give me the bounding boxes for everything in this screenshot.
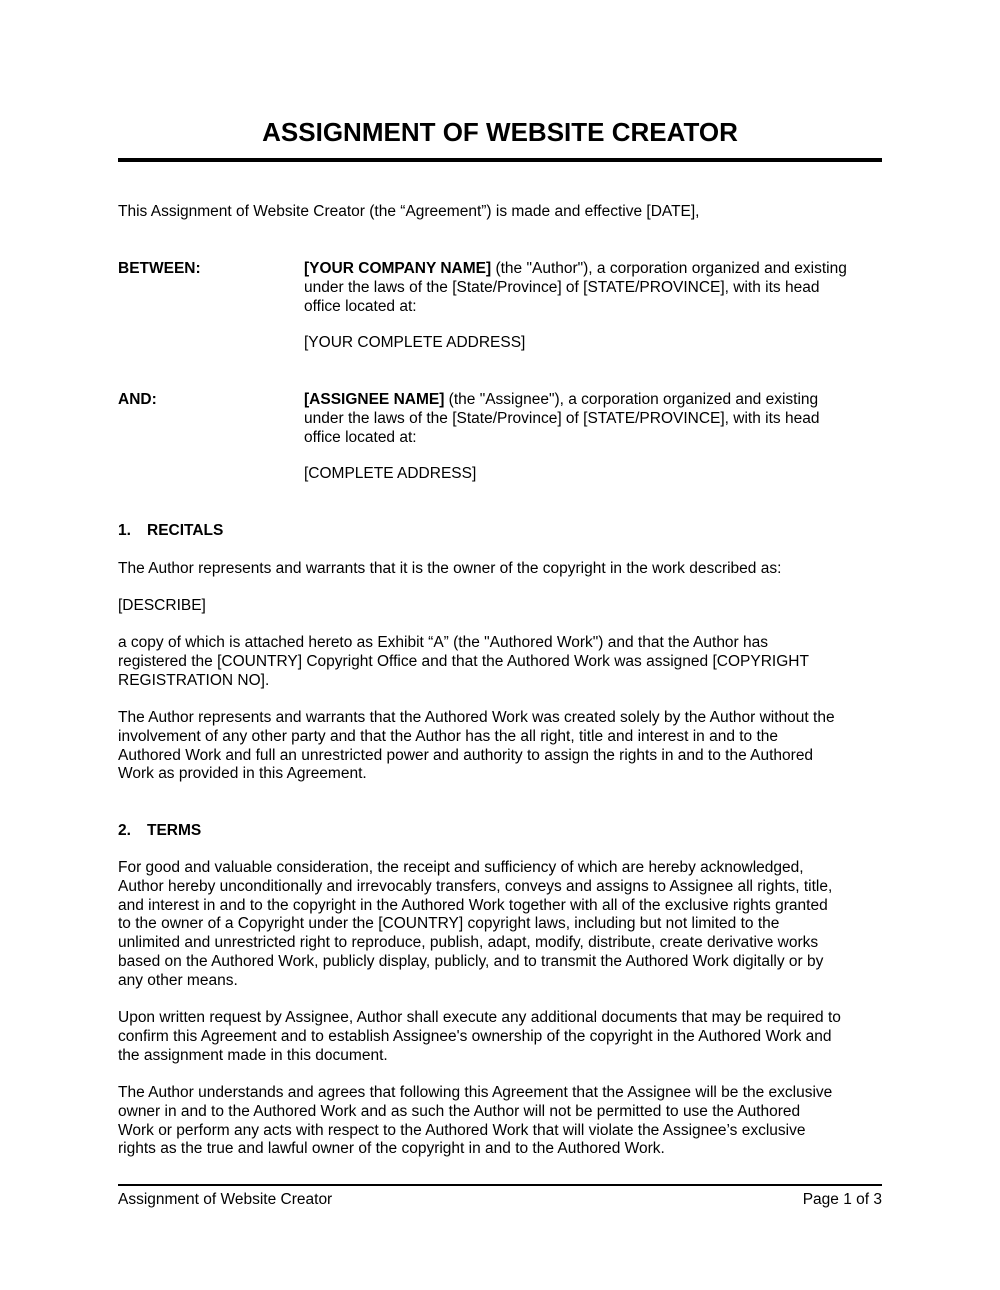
recitals-paragraph: a copy of which is attached hereto as Exhibit “A” (the "Authored Work") and that the Author has registered the [COUNTRY] Copyright Office and that the Authored Work was assigned [COPYRIGHT REGISTRATION NO]. xyxy=(118,634,809,689)
party-text-line: under the laws of the [State/Province] of [STATE/PROVINCE], with its head xyxy=(304,278,820,296)
party-text-line: office located at: xyxy=(304,428,417,446)
party-label-and: AND: xyxy=(118,391,157,408)
footer-divider xyxy=(118,1184,882,1186)
terms-paragraph: The Author understands and agrees that following this Agreement that the Assignee will be the exclusive owner in and to the Authored Work and as such the Author will not be permitted to use the Authored Work or perform any acts with respect to the Authored Work that will violate the Assignee’s exclusive rights as the true and lawful owner of the copyright in and to the Authored Work. xyxy=(118,1084,833,1158)
section-heading-terms: 2. TERMS xyxy=(118,822,202,839)
title-divider xyxy=(118,158,882,162)
document-title: ASSIGNMENT OF WEBSITE CREATOR xyxy=(262,117,738,147)
author-name: [YOUR COMPANY NAME] xyxy=(304,260,492,277)
author-address: [YOUR COMPLETE ADDRESS] xyxy=(304,334,526,352)
party-text-line: under the laws of the [State/Province] of [STATE/PROVINCE], with its head xyxy=(304,409,820,427)
recitals-paragraph: The Author represents and warrants that it is the owner of the copyright in the work described as: xyxy=(118,560,782,577)
assignee-address: [COMPLETE ADDRESS] xyxy=(304,465,477,483)
party-label-between: BETWEEN: xyxy=(118,260,201,277)
section-heading-recitals: 1. RECITALS xyxy=(118,522,224,539)
party-text-line: (the "Author"), a corporation organized and existing xyxy=(491,260,847,277)
party-assignee xyxy=(304,391,884,484)
intro-paragraph: This Assignment of Website Creator (the “Agreement”) is made and effective [DATE], xyxy=(118,203,700,220)
terms-paragraph: For good and valuable consideration, the receipt and sufficiency of which are hereby acknowledged, Author hereby unconditionally and irrevocably transfers, conveys and assigns to Assignee all rights, title, and interest in and to the copyright in the Authored Work together with all of the exclusive rights granted to the owner of a Copyright under the [COUNTRY] copyright laws, including but not limited to the unlimited and unrestricted right to reproduce, publish, adapt, modify, distribute, create derivative works based on the Authored Work, publicly display, publicly, and to transmit the Authored Work digitally or by any other means. xyxy=(118,859,833,989)
footer-page-number: Page 1 of 3 xyxy=(802,1191,882,1208)
recitals-paragraph: [DESCRIBE] xyxy=(118,597,206,614)
footer-document-name: Assignment of Website Creator xyxy=(118,1191,333,1208)
party-text-line: office located at: xyxy=(304,297,417,315)
assignee-name: [ASSIGNEE NAME] xyxy=(304,391,445,408)
party-author xyxy=(304,260,884,353)
party-text-line: (the "Assignee"), a corporation organized and existing xyxy=(444,391,819,408)
recitals-paragraph: The Author represents and warrants that the Authored Work was created solely by the Author without the involvement of any other party and that the Author has the all right, title and interest in and to the Authored Work and full an unrestricted power and authority to assign the rights in and to the Authored Work as provided in this Agreement. xyxy=(118,709,835,783)
terms-paragraph: Upon written request by Assignee, Author shall execute any additional documents that may be required to confirm this Agreement and to establish Assignee's ownership of the copyright in the Authored Work and the assignment made in this document. xyxy=(118,1009,841,1064)
